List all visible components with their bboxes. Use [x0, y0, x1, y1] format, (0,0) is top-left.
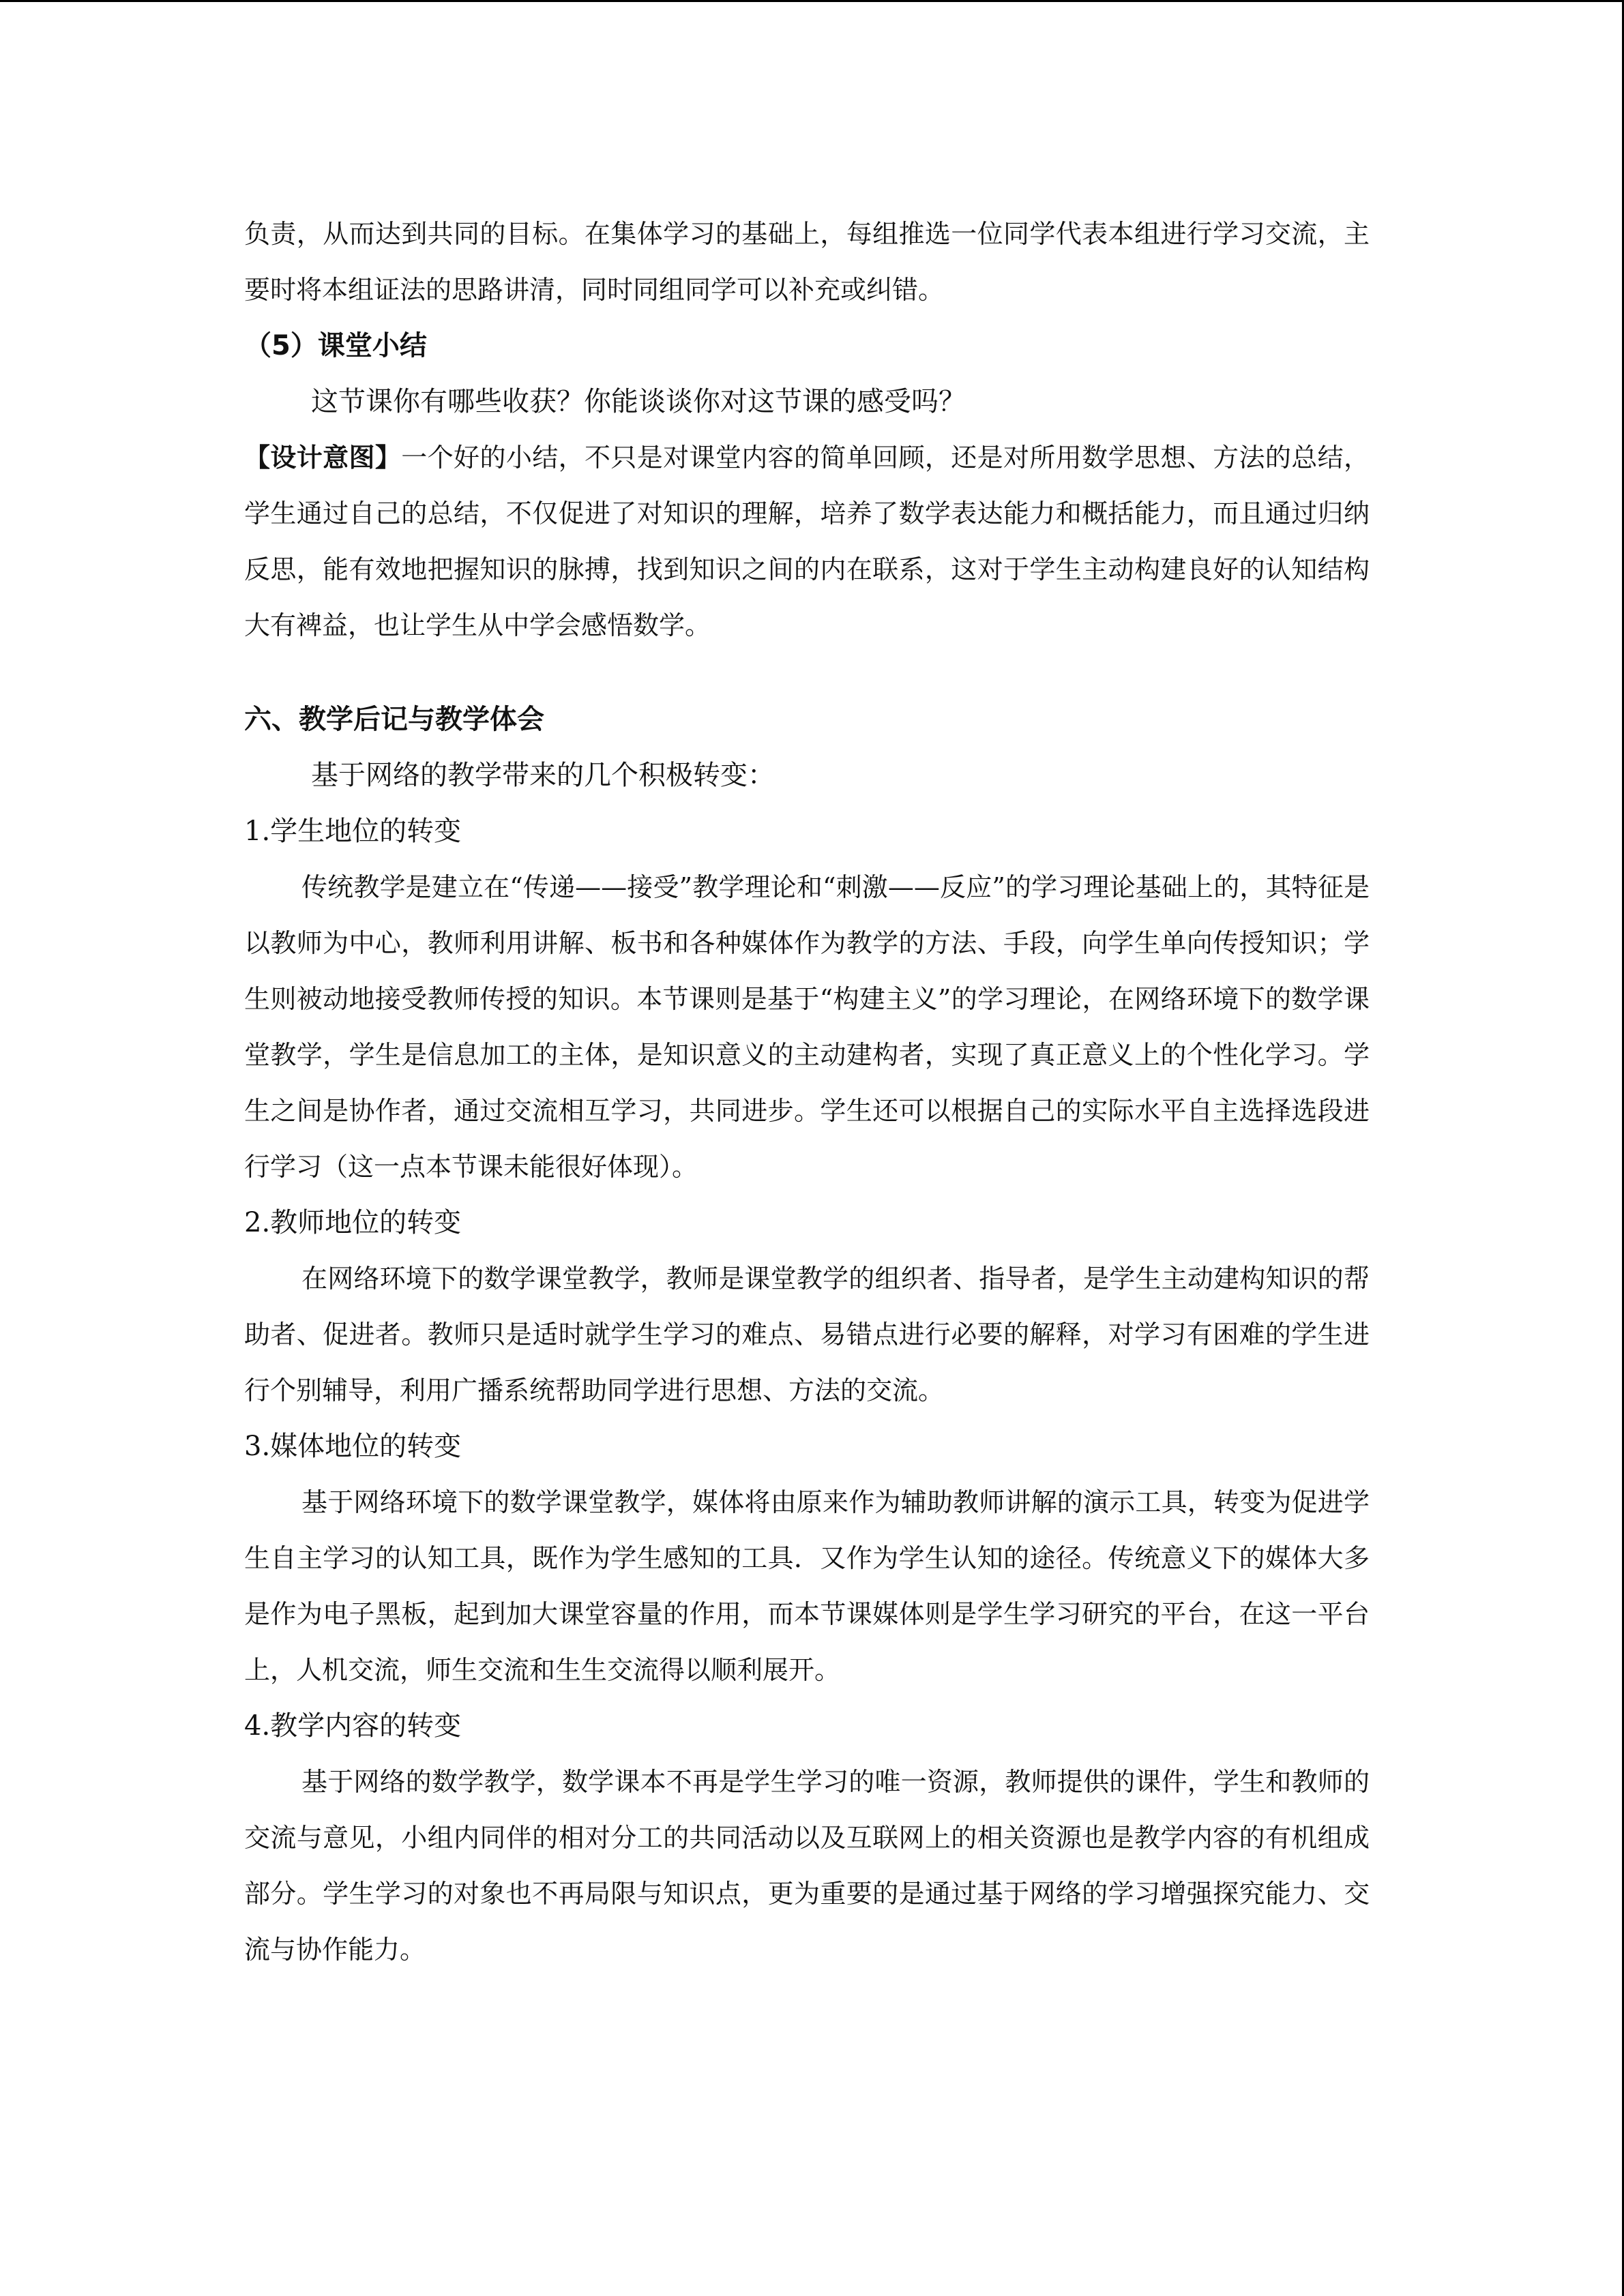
- summary-question: 这节课你有哪些收获？你能谈谈你对这节课的感受吗？: [311, 386, 966, 417]
- section-gap: [244, 653, 1370, 691]
- item-1-title: 1.学生地位的转变: [244, 816, 462, 847]
- item-2-body: 在网络环境下的数学课堂教学，教师是课堂教学的组织者、指导者，是学生主动建构知识的帮助者、促进者。教师只是适时就学生学习的难点、易错点进行必要的解释，对学习有困难的学生进行个别辅导，利用广播系统帮助同学进行思想、方法的交流。: [244, 1264, 1370, 1405]
- item-2-title: 2.教师地位的转变: [244, 1207, 462, 1238]
- item-4-title: 4.教学内容的转变: [244, 1710, 462, 1742]
- section-six-intro: 基于网络的教学带来的几个积极转变：: [311, 760, 775, 791]
- section-six-heading: 六、教学后记与教学体会: [244, 704, 544, 735]
- item-4-body: 基于网络的数学教学，数学课本不再是学生学习的唯一资源，教师提供的课件，学生和教师的交流与意见，小组内同伴的相对分工的共同活动以及互联网上的相关资源也是教学内容的有机组成部分。学生学习的对象也不再局限与知识点，更为重要的是通过基于网络的学习增强探究能力、交流与协作能力。: [244, 1767, 1370, 1965]
- item-1-body: 传统教学是建立在“传递——接受”教学理论和“刺激——反应”的学习理论基础上的，其特征是以教师为中心，教师利用讲解、板书和各种媒体作为教学的方法、手段，向学生单向传授知识；学生则被动地接受教师传授的知识。本节课则是基于“构建主义”的学习理论，在网络环境下的数学课堂教学，学生是信息加工的主体，是知识意义的主动建构者，实现了真正意义上的个性化学习。学生之间是协作者，通过交流相互学习，共同进步。学生还可以根据自己的实际水平自主选择选段进行学习（这一点本节课未能很好体现）。: [244, 872, 1370, 1182]
- design-intent-paragraph: [244, 430, 1370, 653]
- document-body: [244, 206, 1370, 1978]
- design-intent-label: 【设计意图】: [244, 443, 402, 473]
- item-3-title: 3.媒体地位的转变: [244, 1431, 462, 1462]
- item-3-body: 基于网络环境下的数学课堂教学，媒体将由原来作为辅助教师讲解的演示工具，转变为促进学生自主学习的认知工具，既作为学生感知的工具．又作为学生认知的途径。传统意义下的媒体大多是作为电子黑板，起到加大课堂容量的作用，而本节课媒体则是学生学习研究的平台，在这一平台上，人机交流，师生交流和生生交流得以顺利展开。: [244, 1487, 1370, 1685]
- page-border-top: [0, 0, 1624, 2]
- design-intent-text: 一个好的小结，不只是对课堂内容的简单回顾，还是对所用数学思想、方法的总结，学生通过自己的总结，不仅促进了对知识的理解，培养了数学表达能力和概括能力，而且通过归纳反思，能有效地把握知识的脉搏，找到知识之间的内在联系，这对于学生主动构建良好的认知结构大有裨益，也让学生从中学会感悟数学。: [244, 443, 1370, 640]
- continuation-paragraph: 负责，从而达到共同的目标。在集体学习的基础上，每组推选一位同学代表本组进行学习交流，主要时将本组证法的思路讲清，同时同组同学可以补充或纠错。: [244, 219, 1370, 305]
- summary-heading: （5）课堂小结: [244, 330, 427, 361]
